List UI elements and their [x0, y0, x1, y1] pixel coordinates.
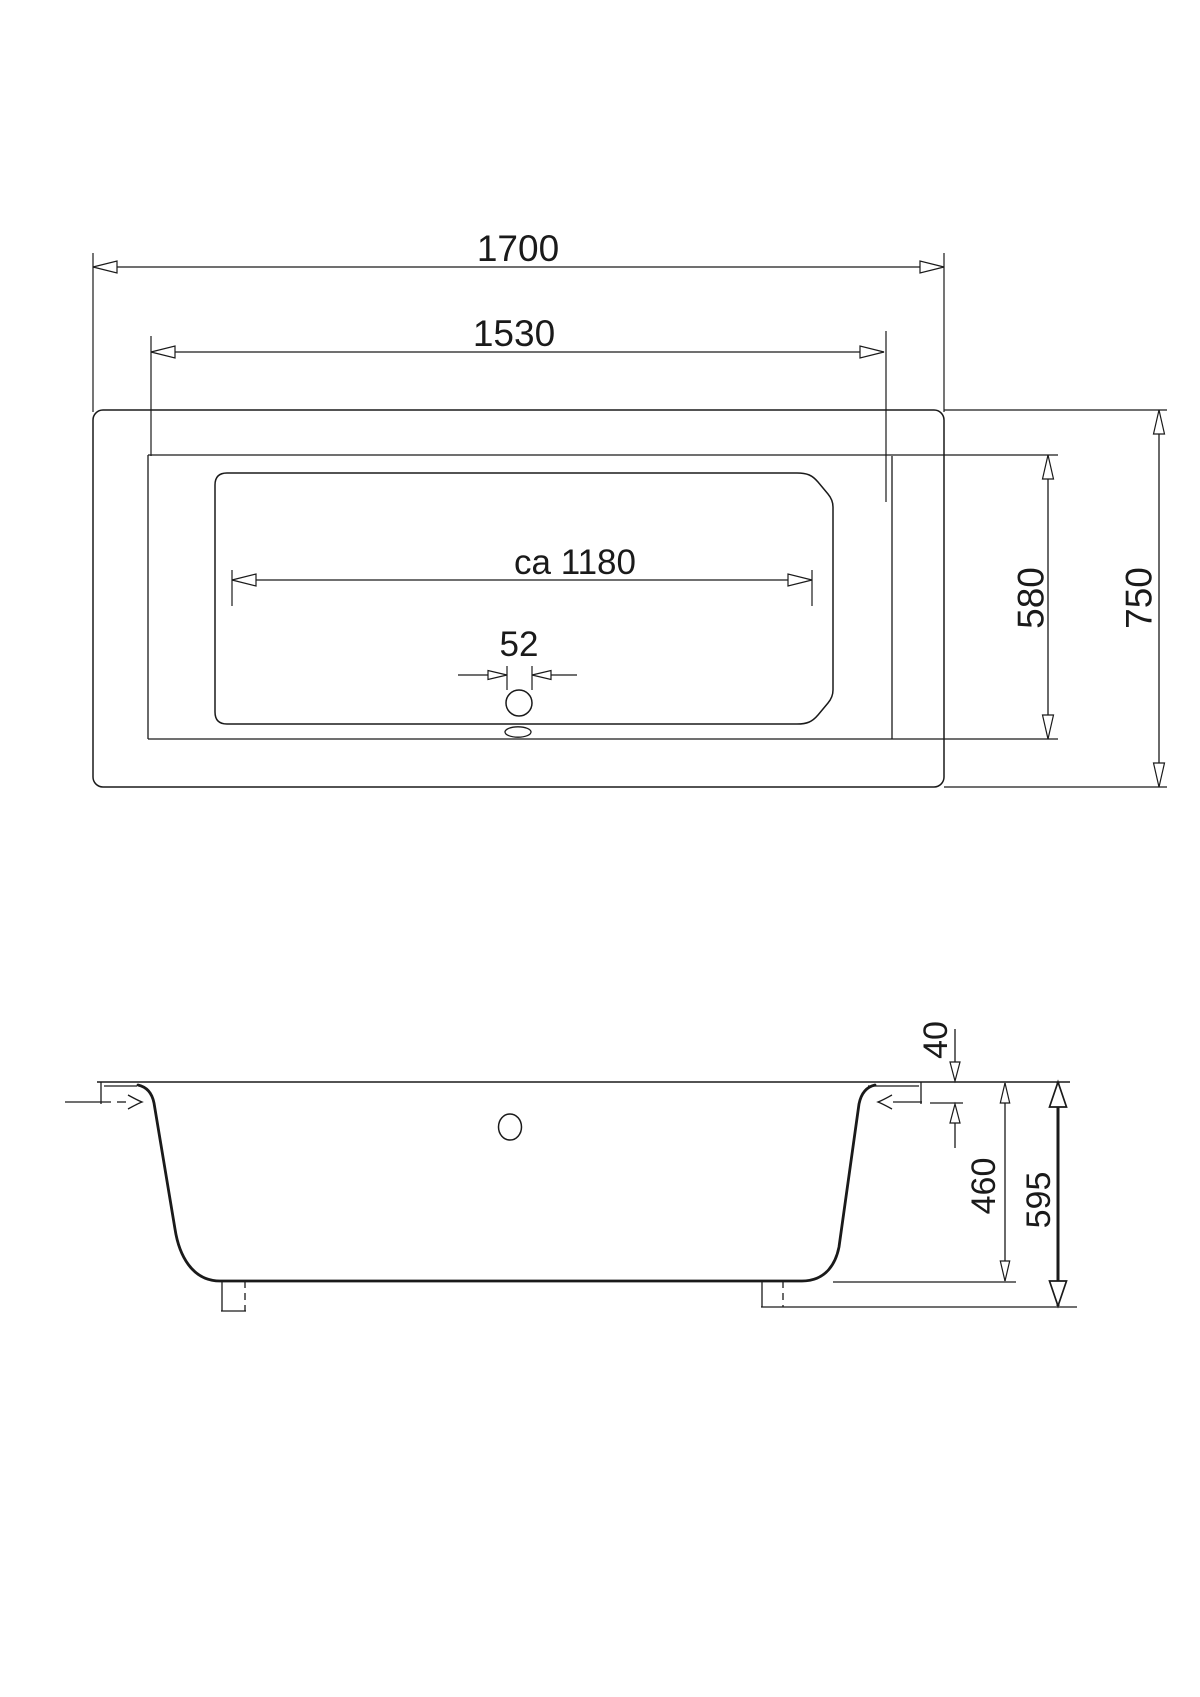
dim-overall-height	[1020, 1082, 1067, 1306]
dim-label-drain-width: 52	[499, 625, 539, 664]
foot-right	[761, 1281, 784, 1307]
arrowhead-right	[532, 671, 551, 680]
dim-rim-width	[1011, 455, 1054, 739]
dim-label-overall-length: 1700	[476, 228, 560, 269]
dim-label-rim-lip-height: 40	[917, 1021, 955, 1059]
pointer-arrowhead	[128, 1095, 142, 1109]
dim-label-overall-width: 750	[1118, 567, 1160, 629]
top-view	[93, 228, 1167, 787]
arrowhead-up	[1050, 1082, 1067, 1107]
dim-overall-width	[1119, 410, 1165, 787]
pointer-arrowhead	[878, 1095, 892, 1109]
arrowhead-top	[1043, 455, 1054, 479]
arrowhead-right	[788, 574, 812, 586]
dim-label-inner-depth: 460	[965, 1157, 1003, 1215]
arrowhead-left	[232, 574, 256, 586]
arrowhead-top	[1154, 410, 1165, 434]
tub-floor-outline	[215, 473, 833, 724]
arrowhead-right	[860, 346, 884, 358]
arrowhead-bottom	[1154, 763, 1165, 787]
pointer-left-wall	[65, 1095, 142, 1109]
arrowhead-left	[93, 261, 117, 273]
foot-left	[221, 1281, 246, 1311]
arrowhead-left	[488, 671, 507, 680]
side-view	[65, 1021, 1077, 1311]
arrowhead-up	[950, 1104, 960, 1123]
arrowhead-down	[1000, 1261, 1009, 1281]
arrowhead-left	[151, 346, 175, 358]
drain-hole	[506, 690, 532, 716]
tub-outer-outline	[93, 410, 944, 787]
dim-label-rim-length: 1530	[472, 313, 556, 354]
dim-rim-lip-height	[917, 1021, 963, 1148]
arrowhead-down	[1050, 1281, 1067, 1306]
dim-floor-length	[232, 543, 812, 606]
dim-label-rim-width: 580	[1010, 567, 1052, 629]
arrowhead-down	[950, 1062, 960, 1081]
arrowhead-right	[920, 261, 944, 273]
dim-label-floor-length: ca 1180	[514, 543, 636, 582]
drain-hole-side	[499, 1114, 522, 1140]
dim-drain-width	[458, 625, 577, 690]
pointer-right-wall	[878, 1095, 922, 1109]
arrowhead-bottom	[1043, 715, 1054, 739]
dim-label-overall-height: 595	[1020, 1171, 1058, 1229]
arrowhead-up	[1000, 1083, 1009, 1103]
dim-inner-depth	[965, 1083, 1010, 1281]
overflow-marker	[505, 727, 531, 737]
